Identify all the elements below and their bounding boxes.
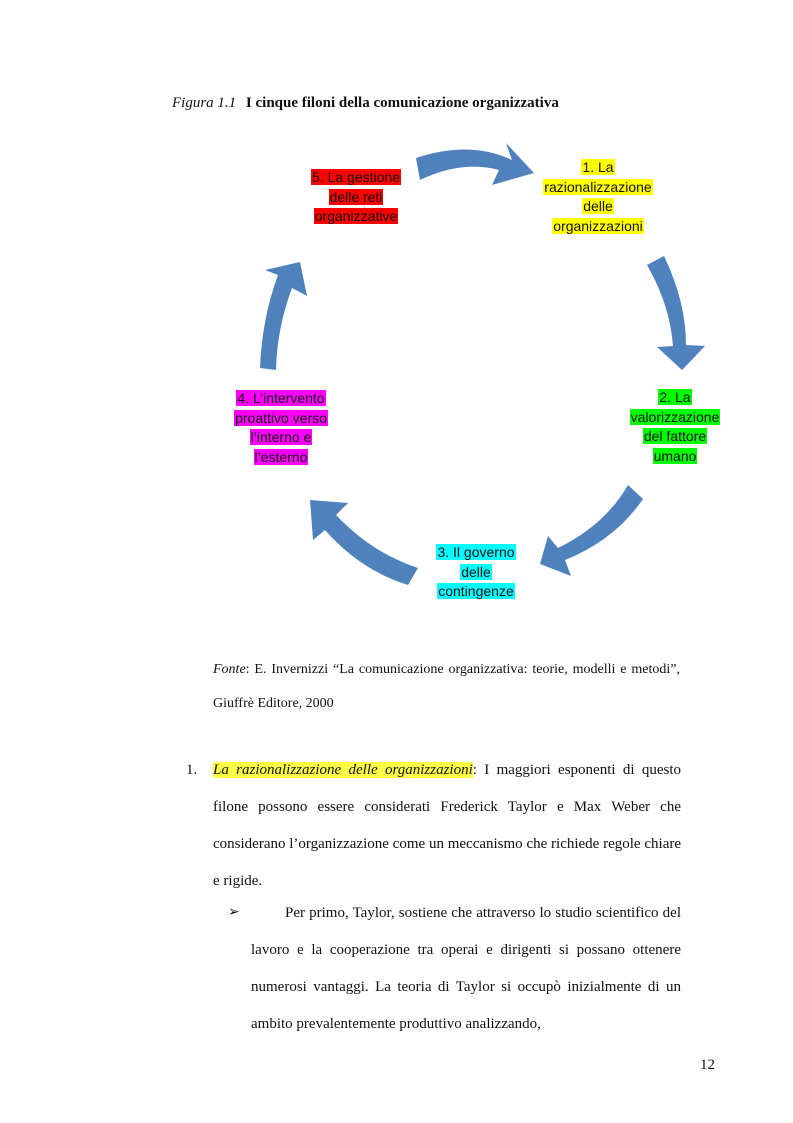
arrow-4-to-5	[260, 262, 307, 370]
highlighted-term: La razionalizzazione delle organizzazioni	[213, 762, 473, 778]
cycle-node-5: 5. La gestione delle reti organizzative	[312, 169, 400, 224]
cycle-node-1: 1. La razionalizzazione delle organizzazioni	[544, 159, 652, 234]
arrow-2-to-3	[540, 485, 643, 576]
figure-title: I cinque filoni della comunicazione organizzativa	[245, 95, 559, 111]
source-label: Fonte	[213, 662, 246, 677]
paragraph-text: : I maggiori esponenti di questo filone possono essere considerati Frederick Taylor e Max Weber che considerano l’organizzazione come un meccanismo che richiede regole chiare e rigide.	[213, 762, 681, 889]
figure-label: Figura 1.1	[172, 95, 237, 111]
bullet-text: Per primo, Taylor, sostiene che attraverso lo studio scientifico del lavoro e la cooperazione tra operai e dirigenti si possano ottenere numerosi vantaggi. La teoria di Taylor si occupò inizialmente di un ambito prevalentemente produttivo analizzando,	[251, 905, 681, 1032]
cycle-node-2: 2. La valorizzazione del fattore umano	[630, 389, 720, 464]
arrow-bullet-icon: ➢	[228, 905, 240, 920]
arrow-3-to-4	[310, 500, 418, 585]
cycle-node-3: 3. Il governo delle contingenze	[437, 544, 515, 599]
bullet-paragraph	[251, 895, 681, 1043]
list-number: 1.	[186, 762, 198, 778]
page-number: 12	[700, 1057, 715, 1073]
arrow-1-to-2	[647, 256, 705, 370]
arrow-5-to-1	[416, 143, 534, 185]
list-item-paragraph	[213, 752, 681, 900]
figure-source	[213, 653, 680, 721]
cycle-node-4: 4. L’intervento proattivo verso l’interno e l’esterno	[235, 390, 327, 465]
source-text: : E. Invernizzi “La comunicazione organizzativa: teorie, modelli e metodi”, Giuffrè Editore, 2000	[213, 662, 680, 711]
